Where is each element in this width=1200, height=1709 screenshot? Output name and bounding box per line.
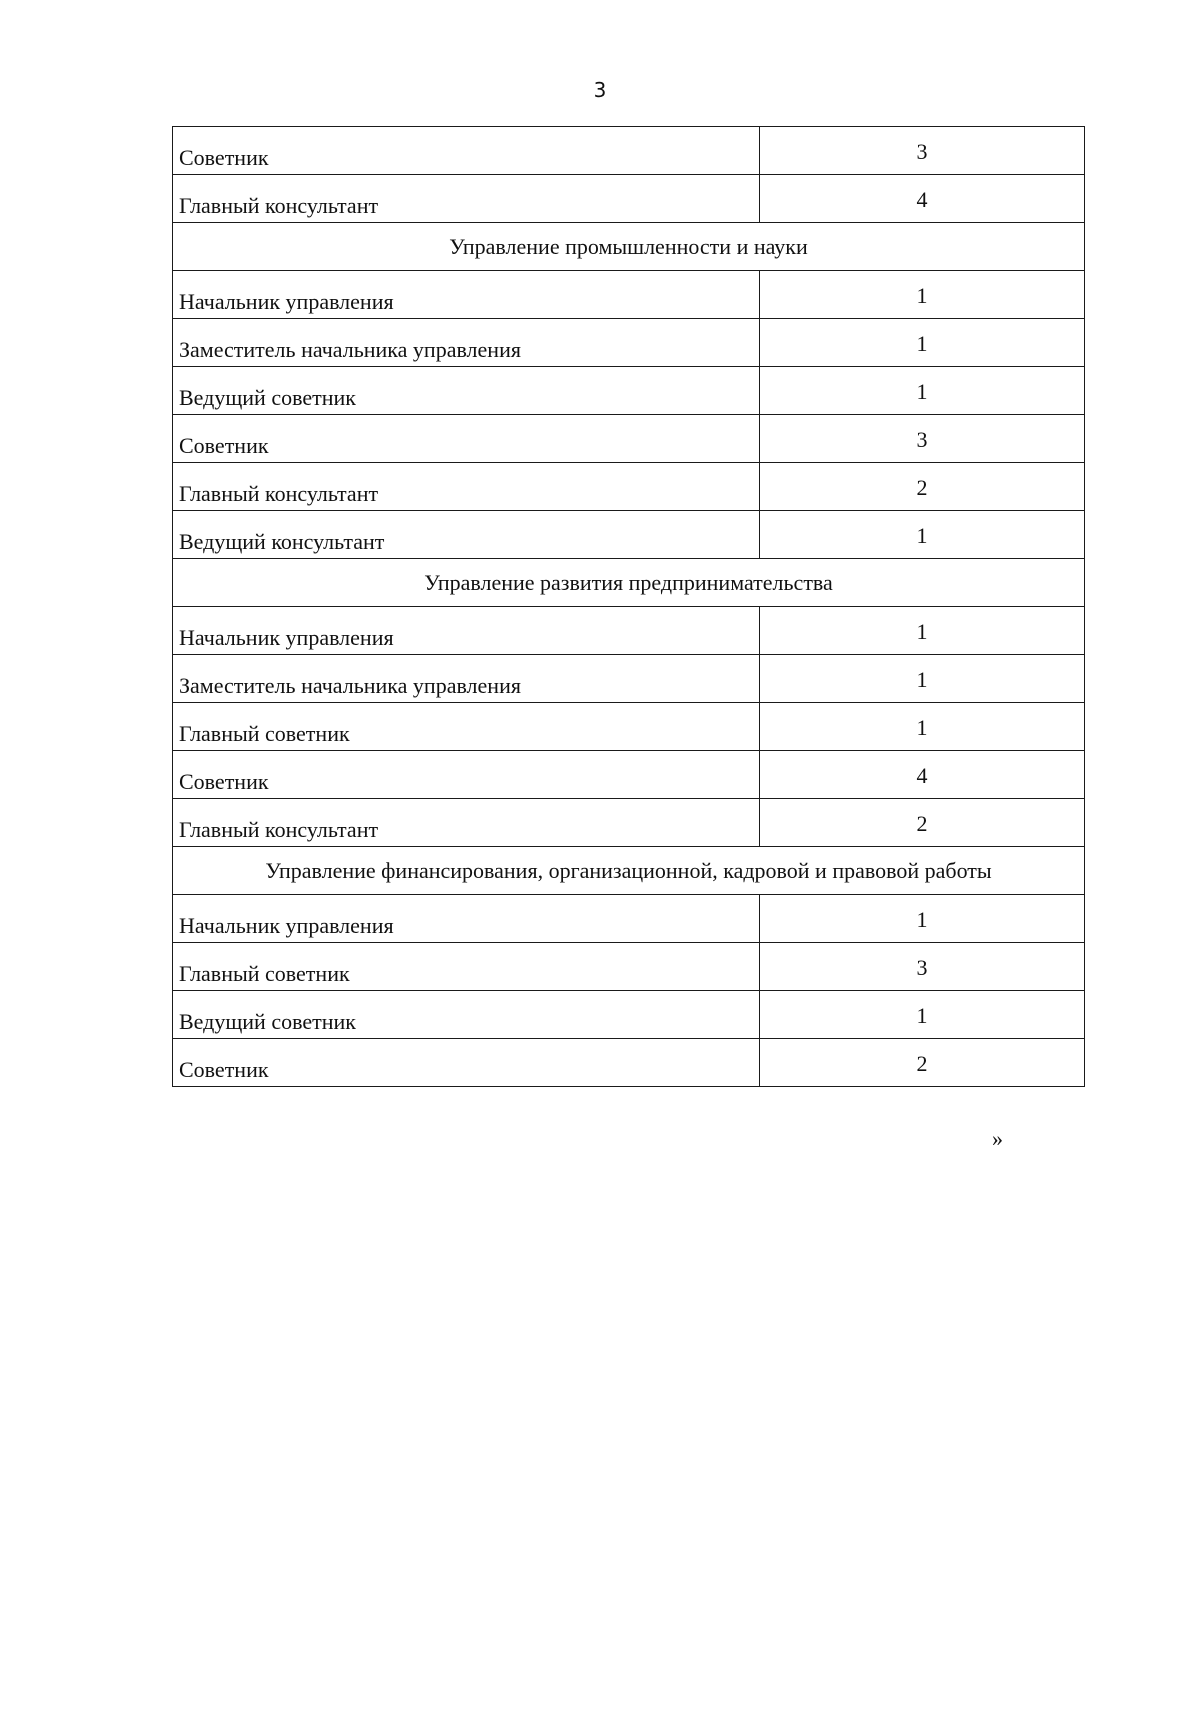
table-row [173, 751, 1085, 799]
table-row [173, 271, 1085, 319]
position-name: Начальник управления [173, 271, 760, 319]
table-row [173, 799, 1085, 847]
position-name: Главный консультант [173, 175, 760, 223]
table-row [173, 607, 1085, 655]
position-name: Советник [173, 1039, 760, 1087]
position-count: 2 [760, 799, 1085, 847]
position-name: Главный советник [173, 943, 760, 991]
position-name: Советник [173, 751, 760, 799]
position-name: Советник [173, 127, 760, 175]
position-count: 1 [760, 271, 1085, 319]
position-name: Советник [173, 415, 760, 463]
department-heading: Управление промышленности и науки [173, 223, 1085, 271]
department-row [173, 223, 1085, 271]
position-count: 1 [760, 655, 1085, 703]
position-count: 1 [760, 511, 1085, 559]
staff-table [172, 126, 1085, 1087]
position-name: Ведущий советник [173, 367, 760, 415]
position-count: 4 [760, 175, 1085, 223]
table-row [173, 127, 1085, 175]
position-count: 1 [760, 319, 1085, 367]
position-name: Начальник управления [173, 895, 760, 943]
position-count: 3 [760, 943, 1085, 991]
position-count: 1 [760, 991, 1085, 1039]
position-name: Главный советник [173, 703, 760, 751]
position-count: 1 [760, 607, 1085, 655]
position-name: Ведущий советник [173, 991, 760, 1039]
department-row [173, 847, 1085, 895]
department-heading: Управление финансирования, организационной, кадровой и правовой работы [173, 847, 1085, 895]
table-row [173, 367, 1085, 415]
position-name: Ведущий консультант [173, 511, 760, 559]
table-row [173, 991, 1085, 1039]
position-count: 4 [760, 751, 1085, 799]
position-name: Главный консультант [173, 463, 760, 511]
staff-table-body [173, 127, 1085, 1087]
position-count: 2 [760, 463, 1085, 511]
position-count: 1 [760, 703, 1085, 751]
table-row [173, 703, 1085, 751]
position-count: 2 [760, 1039, 1085, 1087]
position-name: Заместитель начальника управления [173, 319, 760, 367]
table-row [173, 511, 1085, 559]
position-count: 1 [760, 895, 1085, 943]
position-name: Начальник управления [173, 607, 760, 655]
table-row [173, 655, 1085, 703]
department-row [173, 559, 1085, 607]
table-row [173, 1039, 1085, 1087]
table-row [173, 463, 1085, 511]
table-row [173, 943, 1085, 991]
closing-quote-mark: » [992, 1126, 1003, 1151]
table-row [173, 895, 1085, 943]
department-heading: Управление развития предпринимательства [173, 559, 1085, 607]
position-name: Главный консультант [173, 799, 760, 847]
position-name: Заместитель начальника управления [173, 655, 760, 703]
position-count: 3 [760, 415, 1085, 463]
position-count: 1 [760, 367, 1085, 415]
position-count: 3 [760, 127, 1085, 175]
page-number: 3 [593, 78, 607, 102]
table-row [173, 319, 1085, 367]
table-row [173, 415, 1085, 463]
table-row [173, 175, 1085, 223]
